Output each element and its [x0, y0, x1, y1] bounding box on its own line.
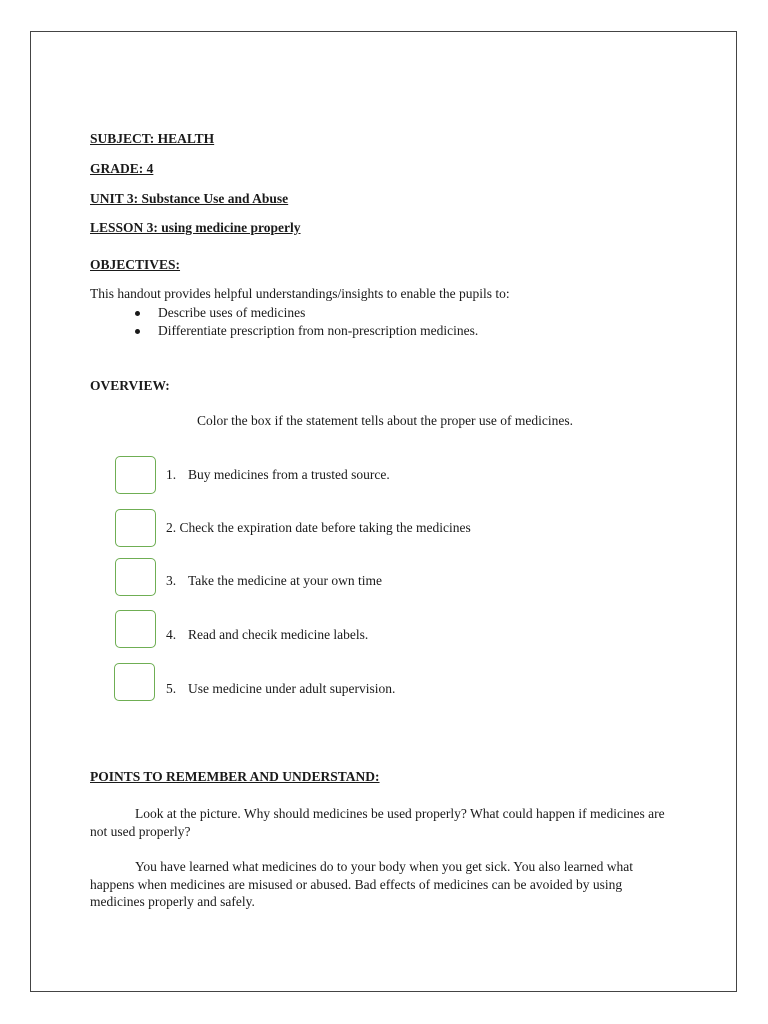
points-heading: POINTS TO REMEMBER AND UNDERSTAND:: [90, 769, 380, 784]
checklist-item-5: [166, 680, 395, 698]
objectives-list: [130, 304, 478, 340]
objective-item: [130, 322, 478, 340]
lesson-heading: LESSON 3: using medicine properly: [90, 220, 301, 235]
checklist-item-1: [166, 466, 390, 484]
checkbox-5[interactable]: [114, 663, 155, 701]
item-text: Check the expiration date before taking the medicines: [179, 520, 471, 535]
points-paragraph-2: [90, 858, 670, 911]
item-text: Buy medicines from a trusted source.: [188, 467, 390, 482]
points-paragraph-1: [90, 805, 670, 840]
objective-text: Describe uses of medicines: [158, 305, 306, 320]
item-text: Take the medicine at your own time: [188, 573, 382, 588]
objectives-intro: This handout provides helpful understandings/insights to enable the pupils to:: [90, 286, 510, 301]
subject-heading: SUBJECT: HEALTH: [90, 131, 215, 146]
item-number: 1.: [166, 467, 177, 482]
objective-item: [130, 304, 478, 322]
item-number: 5.: [166, 681, 177, 696]
checklist-item-2: [166, 519, 471, 537]
checkbox-3[interactable]: [115, 558, 156, 596]
grade-heading: GRADE: 4: [90, 161, 154, 176]
checkbox-1[interactable]: [115, 456, 156, 494]
paragraph-text: You have learned what medicines do to your body when you get sick. You also learned what happens when medicines are misused or abused. Bad effects of medicines can be avoided by using medicines properly and safely.: [90, 859, 634, 909]
paragraph-text: Look at the picture. Why should medicines be used properly? What could happen if medicines are not used properly?: [90, 806, 665, 839]
overview-heading: OVERVIEW:: [90, 378, 170, 393]
item-number: 2.: [166, 520, 177, 535]
objectives-heading: OBJECTIVES:: [90, 257, 181, 272]
checkbox-2[interactable]: [115, 509, 156, 547]
item-text: Read and checik medicine labels.: [188, 627, 369, 642]
checklist-item-4: [166, 626, 368, 644]
item-text: Use medicine under adult supervision.: [188, 681, 396, 696]
checklist-item-3: [166, 572, 382, 590]
bullet-icon: [135, 311, 140, 316]
checkbox-4[interactable]: [115, 610, 156, 648]
item-number: 3.: [166, 573, 177, 588]
bullet-icon: [135, 329, 140, 334]
overview-instruction: Color the box if the statement tells about the proper use of medicines.: [197, 413, 574, 428]
objective-text: Differentiate prescription from non-prescription medicines.: [158, 323, 479, 338]
item-number: 4.: [166, 627, 177, 642]
unit-heading: UNIT 3: Substance Use and Abuse: [90, 191, 289, 206]
